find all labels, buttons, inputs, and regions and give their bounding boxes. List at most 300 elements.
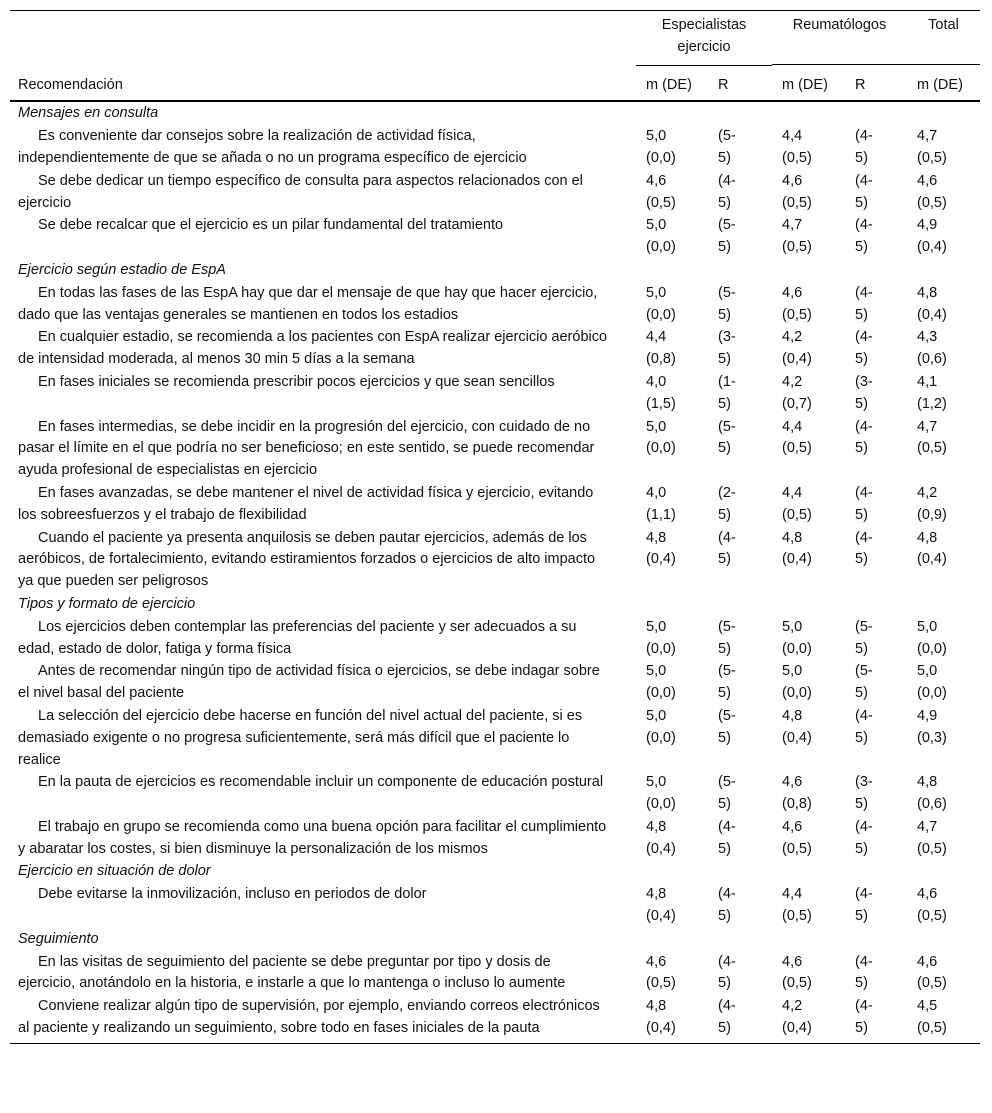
section-header xyxy=(10,101,980,125)
reu-range-value-2: 5) xyxy=(855,908,868,925)
total-mean-value: 4,5 xyxy=(917,998,938,1015)
esp-mean-cell xyxy=(636,616,708,661)
reu-range-value: (5- xyxy=(855,663,873,680)
reu-range-cell xyxy=(845,951,907,996)
esp-mean-value: 4,8 xyxy=(646,998,667,1015)
total-mean-value-2: (0,9) xyxy=(917,506,947,523)
total-mean-value: 4,6 xyxy=(917,953,938,970)
esp-mean-cell xyxy=(636,660,708,705)
reu-range-value-2: 5) xyxy=(855,685,868,702)
reu-range-value: (4- xyxy=(855,529,873,546)
table-row xyxy=(10,482,980,527)
reu-mean-value-2: (0,5) xyxy=(782,440,812,457)
esp-mean-cell xyxy=(636,326,708,371)
recommendation-text: En las visitas de seguimiento del paciente se debe preguntar por tipo y dosis de ejercicio, anotándolo en la historia, e instarle a que lo mantenga o incluso lo aumente xyxy=(18,953,566,992)
reu-range-value: (4- xyxy=(855,329,873,346)
reu-range-cell xyxy=(845,482,907,527)
reu-range-value: (4- xyxy=(855,707,873,724)
esp-mean-value: 4,4 xyxy=(646,329,667,346)
esp-range-cell xyxy=(708,527,772,593)
reu-range-value-2: 5) xyxy=(855,640,868,657)
reu-mean-value-2: (0,8) xyxy=(782,796,812,813)
esp-range-cell xyxy=(708,995,772,1043)
esp-mean-cell xyxy=(636,951,708,996)
esp-range-value-2: 5) xyxy=(718,1020,731,1037)
esp-mean-value: 4,8 xyxy=(646,886,667,903)
recommendation-cell xyxy=(10,282,636,327)
section-title: Seguimiento xyxy=(18,930,99,947)
reu-mean-value-2: (0,5) xyxy=(782,239,812,256)
esp-mean-value: 4,6 xyxy=(646,172,667,189)
recommendation-text: En todas las fases de las EspA hay que dar el mensaje de que hay que hacer ejercicio, dado que las ventajas generales se mantienen en todos los estadios xyxy=(18,284,598,323)
total-mean-value: 4,9 xyxy=(917,707,938,724)
header-total-mean: m (DE) xyxy=(917,76,963,93)
reu-mean-cell xyxy=(772,527,845,593)
esp-range-value-2: 5) xyxy=(718,149,731,166)
total-mean-value-2: (0,0) xyxy=(917,640,947,657)
table-row xyxy=(10,214,980,259)
esp-mean-value: 5,0 xyxy=(646,284,667,301)
recommendation-cell xyxy=(10,616,636,661)
total-mean-value: 4,1 xyxy=(917,373,938,390)
reu-range-value: (4- xyxy=(855,418,873,435)
esp-mean-value-2: (0,0) xyxy=(646,729,676,746)
reu-range-cell xyxy=(845,616,907,661)
total-mean-cell xyxy=(907,705,980,771)
reu-range-cell xyxy=(845,282,907,327)
esp-range-value: (5- xyxy=(718,774,736,791)
header-specialists-label: Especialistas ejercicio xyxy=(636,15,772,66)
esp-range-value: (5- xyxy=(718,707,736,724)
reu-range-value-2: 5) xyxy=(855,440,868,457)
total-mean-value-2: (0,6) xyxy=(917,796,947,813)
reu-range-value-2: 5) xyxy=(855,840,868,857)
esp-mean-value-2: (0,4) xyxy=(646,840,676,857)
esp-range-value: (3- xyxy=(718,329,736,346)
esp-mean-value-2: (1,1) xyxy=(646,506,676,523)
reu-range-value-2: 5) xyxy=(855,729,868,746)
total-mean-cell xyxy=(907,282,980,327)
reu-mean-cell xyxy=(772,660,845,705)
header-total-label: Total xyxy=(907,15,980,65)
table-row xyxy=(10,527,980,593)
esp-mean-value-2: (0,0) xyxy=(646,440,676,457)
total-mean-cell xyxy=(907,416,980,482)
reu-range-value-2: 5) xyxy=(855,1020,868,1037)
esp-range-value: (5- xyxy=(718,284,736,301)
total-mean-value: 4,6 xyxy=(917,886,938,903)
reu-mean-value-2: (0,7) xyxy=(782,395,812,412)
reu-mean-value-2: (0,5) xyxy=(782,149,812,166)
recommendation-text: En fases iniciales se recomienda prescribir pocos ejercicios y que sean sencillos xyxy=(38,373,555,390)
esp-range-cell xyxy=(708,883,772,928)
reu-mean-value-2: (0,5) xyxy=(782,306,812,323)
recommendation-text: En fases avanzadas, se debe mantener el nivel de actividad física y ejercicio, evitando los sobreesfuerzos y el trabajo de flexibilidad xyxy=(18,484,594,523)
table-row xyxy=(10,416,980,482)
reu-mean-cell xyxy=(772,951,845,996)
esp-range-value-2: 5) xyxy=(718,194,731,211)
total-mean-cell xyxy=(907,816,980,861)
total-mean-value-2: (0,4) xyxy=(917,239,947,256)
reu-range-value-2: 5) xyxy=(855,149,868,166)
section-title: Mensajes en consulta xyxy=(18,105,159,122)
recommendation-cell xyxy=(10,170,636,215)
reu-range-cell xyxy=(845,660,907,705)
table-row xyxy=(10,125,980,170)
reu-mean-value-2: (0,5) xyxy=(782,194,812,211)
esp-mean-value: 5,0 xyxy=(646,128,667,145)
reu-mean-cell xyxy=(772,214,845,259)
reu-mean-cell xyxy=(772,816,845,861)
total-mean-cell xyxy=(907,995,980,1043)
esp-range-value-2: 5) xyxy=(718,975,731,992)
section-title: Ejercicio según estadio de EspA xyxy=(18,261,226,278)
total-mean-value: 4,6 xyxy=(917,172,938,189)
total-mean-cell xyxy=(907,660,980,705)
recommendation-cell xyxy=(10,326,636,371)
reu-mean-value: 4,7 xyxy=(782,217,803,234)
recommendation-text: Debe evitarse la inmovilización, incluso en periodos de dolor xyxy=(38,886,427,903)
esp-range-value: (4- xyxy=(718,953,736,970)
total-mean-value-2: (0,5) xyxy=(917,194,947,211)
total-mean-value: 4,7 xyxy=(917,818,938,835)
section-header xyxy=(10,860,980,883)
esp-range-value: (4- xyxy=(718,886,736,903)
esp-range-cell xyxy=(708,816,772,861)
reu-mean-value: 5,0 xyxy=(782,663,803,680)
recommendations-table xyxy=(10,10,980,1044)
reu-range-value-2: 5) xyxy=(855,395,868,412)
esp-mean-value: 4,6 xyxy=(646,953,667,970)
esp-range-value: (5- xyxy=(718,217,736,234)
reu-mean-value: 4,6 xyxy=(782,953,803,970)
reu-mean-cell xyxy=(772,771,845,816)
recommendation-text: Los ejercicios deben contemplar las preferencias del paciente y ser adecuados a su edad, estado de dolor, fatiga y forma física xyxy=(18,618,577,657)
total-mean-cell xyxy=(907,482,980,527)
reu-mean-value: 4,6 xyxy=(782,172,803,189)
reu-range-value-2: 5) xyxy=(855,796,868,813)
reu-range-value-2: 5) xyxy=(855,239,868,256)
reu-range-value: (3- xyxy=(855,774,873,791)
reu-mean-value: 4,4 xyxy=(782,128,803,145)
esp-range-cell xyxy=(708,660,772,705)
reu-range-cell xyxy=(845,816,907,861)
section-header xyxy=(10,928,980,951)
esp-mean-cell xyxy=(636,371,708,416)
total-mean-value: 4,8 xyxy=(917,284,938,301)
esp-mean-cell xyxy=(636,771,708,816)
esp-mean-value: 5,0 xyxy=(646,663,667,680)
recommendation-cell xyxy=(10,660,636,705)
esp-range-value-2: 5) xyxy=(718,551,731,568)
reu-mean-value: 5,0 xyxy=(782,618,803,635)
section-title: Tipos y formato de ejercicio xyxy=(18,595,196,612)
recommendation-cell xyxy=(10,705,636,771)
reu-range-value: (5- xyxy=(855,618,873,635)
esp-mean-value-2: (0,5) xyxy=(646,975,676,992)
reu-range-value-2: 5) xyxy=(855,551,868,568)
esp-mean-value: 4,0 xyxy=(646,484,667,501)
esp-range-value-2: 5) xyxy=(718,840,731,857)
recommendation-cell xyxy=(10,482,636,527)
esp-range-value: (4- xyxy=(718,818,736,835)
esp-mean-cell xyxy=(636,816,708,861)
total-mean-cell xyxy=(907,616,980,661)
esp-range-value: (5- xyxy=(718,418,736,435)
section-title: Ejercicio en situación de dolor xyxy=(18,863,211,880)
esp-mean-value-2: (0,0) xyxy=(646,640,676,657)
esp-mean-value: 4,0 xyxy=(646,373,667,390)
reu-range-cell xyxy=(845,326,907,371)
esp-mean-value-2: (0,4) xyxy=(646,1020,676,1037)
reu-mean-value: 4,4 xyxy=(782,484,803,501)
reu-mean-value: 4,6 xyxy=(782,774,803,791)
recommendation-text: El trabajo en grupo se recomienda como una buena opción para facilitar el cumplimiento y abaratar los costes, si bien disminuye la personalización de los mismos xyxy=(18,818,607,857)
reu-mean-value-2: (0,4) xyxy=(782,351,812,368)
reu-mean-cell xyxy=(772,125,845,170)
total-mean-value-2: (0,4) xyxy=(917,306,947,323)
table-body xyxy=(10,101,980,1043)
total-mean-value-2: (0,5) xyxy=(917,908,947,925)
reu-mean-value-2: (0,0) xyxy=(782,640,812,657)
esp-mean-value-2: (0,0) xyxy=(646,685,676,702)
esp-range-value: (5- xyxy=(718,618,736,635)
total-mean-value: 4,7 xyxy=(917,418,938,435)
esp-range-cell xyxy=(708,282,772,327)
total-mean-cell xyxy=(907,527,980,593)
total-mean-value: 4,7 xyxy=(917,128,938,145)
esp-mean-cell xyxy=(636,482,708,527)
reu-range-value-2: 5) xyxy=(855,194,868,211)
recommendation-cell xyxy=(10,125,636,170)
reu-range-value-2: 5) xyxy=(855,975,868,992)
reu-range-value: (4- xyxy=(855,128,873,145)
total-mean-cell xyxy=(907,170,980,215)
esp-mean-cell xyxy=(636,416,708,482)
table-header xyxy=(10,11,980,102)
total-mean-value: 5,0 xyxy=(917,618,938,635)
header-recommendation: Recomendación xyxy=(10,11,636,102)
esp-mean-value-2: (0,0) xyxy=(646,796,676,813)
table-row xyxy=(10,771,980,816)
recommendation-cell xyxy=(10,771,636,816)
esp-range-value-2: 5) xyxy=(718,351,731,368)
reu-mean-value: 4,4 xyxy=(782,886,803,903)
reu-mean-value-2: (0,5) xyxy=(782,840,812,857)
recommendation-text: Antes de recomendar ningún tipo de actividad física o ejercicios, se debe indagar sobre el nivel basal del paciente xyxy=(18,663,600,702)
table-row xyxy=(10,371,980,416)
esp-mean-value: 4,8 xyxy=(646,529,667,546)
table-row xyxy=(10,883,980,928)
total-mean-value-2: (0,5) xyxy=(917,1020,947,1037)
esp-range-value: (4- xyxy=(718,998,736,1015)
reu-range-value-2: 5) xyxy=(855,306,868,323)
reu-mean-value-2: (0,4) xyxy=(782,1020,812,1037)
total-mean-value-2: (0,5) xyxy=(917,440,947,457)
esp-range-cell xyxy=(708,416,772,482)
recommendation-text: Es conveniente dar consejos sobre la realización de actividad física, independientemente de que se añada o no un programa específico de ejercicio xyxy=(18,128,527,166)
reu-mean-value-2: (0,5) xyxy=(782,506,812,523)
esp-mean-value-2: (0,5) xyxy=(646,194,676,211)
recommendation-cell xyxy=(10,371,636,416)
esp-range-cell xyxy=(708,482,772,527)
recommendation-text: La selección del ejercicio debe hacerse en función del nivel actual del paciente, si es demasiado exigente o no progresa suficientemente, será más difícil que el paciente lo realice xyxy=(18,707,583,768)
reu-range-value: (4- xyxy=(855,217,873,234)
reu-range-cell xyxy=(845,995,907,1043)
total-mean-value: 4,2 xyxy=(917,484,938,501)
reu-range-cell xyxy=(845,883,907,928)
esp-range-value: (5- xyxy=(718,128,736,145)
reu-range-value: (4- xyxy=(855,886,873,903)
esp-range-value-2: 5) xyxy=(718,640,731,657)
reu-mean-value: 4,6 xyxy=(782,284,803,301)
header-reu-range: R xyxy=(855,76,866,93)
reu-mean-value: 4,2 xyxy=(782,329,803,346)
esp-range-value: (5- xyxy=(718,663,736,680)
reu-mean-cell xyxy=(772,482,845,527)
reu-mean-cell xyxy=(772,170,845,215)
esp-range-value-2: 5) xyxy=(718,685,731,702)
table-row xyxy=(10,616,980,661)
esp-range-cell xyxy=(708,371,772,416)
esp-range-value-2: 5) xyxy=(718,796,731,813)
recommendation-text: En fases intermedias, se debe incidir en la progresión del ejercicio, con cuidado de no pasar el límite en el que podría no ser beneficioso; en este sentido, se puede recomendar ayuda profesional de especialistas en ejercicio xyxy=(18,418,595,479)
reu-mean-value-2: (0,4) xyxy=(782,551,812,568)
esp-mean-cell xyxy=(636,527,708,593)
reu-mean-value: 4,8 xyxy=(782,707,803,724)
recommendation-text: Cuando el paciente ya presenta anquilosis se deben pautar ejercicios, además de los aeróbicos, de fortalecimiento, evitando estiramientos forzados o ejercicios de alto impacto ya que pueden ser peligrosos xyxy=(18,529,596,590)
esp-mean-value: 5,0 xyxy=(646,217,667,234)
esp-range-cell xyxy=(708,214,772,259)
table-row xyxy=(10,705,980,771)
recommendation-text: Conviene realizar algún tipo de supervisión, por ejemplo, enviando correos electrónicos al paciente y realizando un seguimiento, sobre todo en fases iniciales de la pauta xyxy=(18,998,600,1037)
total-mean-cell xyxy=(907,951,980,996)
reu-range-value-2: 5) xyxy=(855,506,868,523)
total-mean-cell xyxy=(907,371,980,416)
total-mean-value-2: (0,3) xyxy=(917,729,947,746)
reu-range-cell xyxy=(845,371,907,416)
reu-range-value-2: 5) xyxy=(855,351,868,368)
header-rheumatologists xyxy=(772,11,907,66)
reu-mean-value-2: (0,5) xyxy=(782,908,812,925)
total-mean-cell xyxy=(907,214,980,259)
recommendation-text: Se debe dedicar un tiempo específico de consulta para aspectos relacionados con el ejercicio xyxy=(18,172,583,211)
esp-mean-cell xyxy=(636,282,708,327)
esp-range-value: (4- xyxy=(718,172,736,189)
reu-range-value: (4- xyxy=(855,484,873,501)
reu-range-cell xyxy=(845,125,907,170)
reu-range-value: (4- xyxy=(855,172,873,189)
esp-range-value-2: 5) xyxy=(718,239,731,256)
total-mean-value: 5,0 xyxy=(917,663,938,680)
reu-mean-cell xyxy=(772,705,845,771)
esp-range-value: (1- xyxy=(718,373,736,390)
esp-range-value-2: 5) xyxy=(718,506,731,523)
reu-range-cell xyxy=(845,705,907,771)
esp-range-cell xyxy=(708,771,772,816)
esp-mean-value-2: (0,0) xyxy=(646,306,676,323)
recommendation-text: En la pauta de ejercicios es recomendable incluir un componente de educación postural xyxy=(38,774,604,791)
total-mean-value: 4,8 xyxy=(917,529,938,546)
esp-mean-cell xyxy=(636,995,708,1043)
recommendation-text: Se debe recalcar que el ejercicio es un pilar fundamental del tratamiento xyxy=(38,217,504,234)
reu-mean-value-2: (0,0) xyxy=(782,685,812,702)
table-row xyxy=(10,660,980,705)
header-reu-mean: m (DE) xyxy=(782,76,828,93)
reu-mean-cell xyxy=(772,616,845,661)
section-header xyxy=(10,593,980,616)
reu-range-value: (3- xyxy=(855,373,873,390)
reu-range-cell xyxy=(845,416,907,482)
total-mean-value-2: (0,4) xyxy=(917,551,947,568)
table-row xyxy=(10,326,980,371)
esp-range-cell xyxy=(708,705,772,771)
esp-mean-value: 5,0 xyxy=(646,707,667,724)
esp-range-cell xyxy=(708,125,772,170)
reu-mean-cell xyxy=(772,326,845,371)
esp-range-value: (2- xyxy=(718,484,736,501)
reu-mean-cell xyxy=(772,995,845,1043)
reu-range-cell xyxy=(845,214,907,259)
header-total xyxy=(907,11,980,66)
esp-mean-value-2: (0,4) xyxy=(646,551,676,568)
esp-mean-value: 5,0 xyxy=(646,774,667,791)
esp-range-cell xyxy=(708,326,772,371)
table-row xyxy=(10,995,980,1043)
recommendation-cell xyxy=(10,883,636,928)
reu-range-value: (4- xyxy=(855,998,873,1015)
recommendation-text: En cualquier estadio, se recomienda a los pacientes con EspA realizar ejercicio aeróbico de intensidad moderada, al menos 30 min 5 días a la semana xyxy=(18,329,608,368)
table-row xyxy=(10,951,980,996)
header-rheumatologists-label: Reumatólogos xyxy=(772,15,907,65)
recommendation-cell xyxy=(10,816,636,861)
total-mean-value-2: (0,5) xyxy=(917,975,947,992)
total-mean-cell xyxy=(907,125,980,170)
esp-mean-cell xyxy=(636,705,708,771)
esp-mean-cell xyxy=(636,170,708,215)
reu-mean-value: 4,8 xyxy=(782,529,803,546)
esp-mean-cell xyxy=(636,125,708,170)
reu-range-value: (4- xyxy=(855,818,873,835)
table-row xyxy=(10,282,980,327)
esp-mean-value-2: (1,5) xyxy=(646,395,676,412)
total-mean-value-2: (1,2) xyxy=(917,395,947,412)
esp-mean-cell xyxy=(636,214,708,259)
reu-range-cell xyxy=(845,527,907,593)
total-mean-cell xyxy=(907,326,980,371)
esp-range-cell xyxy=(708,616,772,661)
esp-range-value-2: 5) xyxy=(718,395,731,412)
esp-mean-cell xyxy=(636,883,708,928)
reu-range-value: (4- xyxy=(855,953,873,970)
reu-mean-value: 4,2 xyxy=(782,373,803,390)
header-esp-mean: m (DE) xyxy=(646,76,692,93)
reu-mean-cell xyxy=(772,371,845,416)
esp-mean-value-2: (0,4) xyxy=(646,908,676,925)
reu-mean-value: 4,4 xyxy=(782,418,803,435)
reu-mean-value-2: (0,5) xyxy=(782,975,812,992)
total-mean-cell xyxy=(907,883,980,928)
reu-mean-value: 4,2 xyxy=(782,998,803,1015)
reu-range-cell xyxy=(845,170,907,215)
header-esp-range: R xyxy=(718,76,729,93)
recommendation-cell xyxy=(10,995,636,1043)
esp-mean-value-2: (0,0) xyxy=(646,149,676,166)
reu-range-value: (4- xyxy=(855,284,873,301)
esp-range-value-2: 5) xyxy=(718,908,731,925)
reu-mean-cell xyxy=(772,883,845,928)
total-mean-value: 4,3 xyxy=(917,329,938,346)
